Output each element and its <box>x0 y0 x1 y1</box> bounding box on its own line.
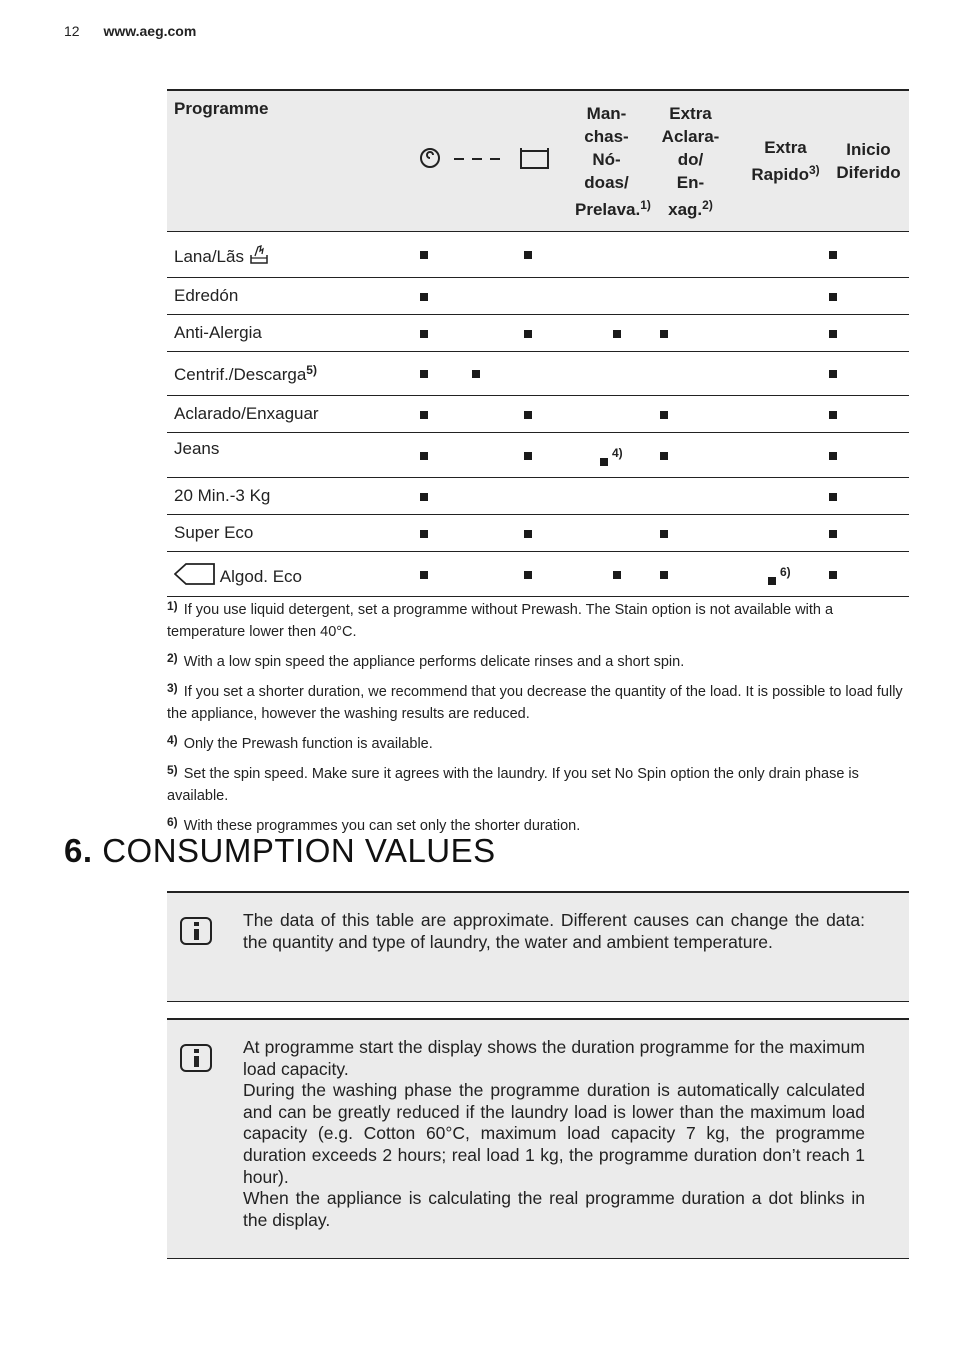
col-symbols <box>419 90 575 232</box>
table-row <box>167 552 909 597</box>
footnote-ref: 6) <box>780 564 791 579</box>
mark-cell <box>638 396 743 433</box>
option-mark <box>420 293 428 301</box>
mark-cell <box>471 278 523 315</box>
mark-cell <box>828 552 909 597</box>
option-mark <box>829 330 837 338</box>
col-extra-rinse <box>638 90 743 232</box>
mark-cell <box>575 278 638 315</box>
mark-cell <box>743 478 828 515</box>
mark-cell <box>638 552 743 597</box>
footnote-text: With these programmes you can set only the shorter duration. <box>183 818 581 834</box>
mark-cell <box>575 396 638 433</box>
footnote-ref: 5) <box>306 362 317 377</box>
rinse-hold-icon <box>454 158 500 160</box>
option-mark <box>613 330 621 338</box>
mark-cell <box>638 278 743 315</box>
mark-cell <box>419 278 471 315</box>
option-mark <box>420 251 428 259</box>
mark-cell <box>471 478 523 515</box>
programme-name: Anti-Alergia <box>167 315 419 352</box>
mark-cell <box>743 515 828 552</box>
footnote <box>167 729 909 755</box>
mark-cell <box>575 552 638 597</box>
footnote-marker: 2) <box>167 651 178 665</box>
mark-cell <box>828 433 909 478</box>
option-mark <box>829 293 837 301</box>
option-mark <box>829 251 837 259</box>
mark-cell <box>523 315 575 352</box>
mark-cell <box>523 433 575 478</box>
footnote-marker: 3) <box>167 681 178 695</box>
option-mark <box>660 530 668 538</box>
extra-rinse-line-3: do/ <box>677 149 704 169</box>
stains-line-3: Nó- <box>592 149 621 169</box>
programme-name: Centrif./Descarga <box>174 364 307 384</box>
option-mark <box>829 493 837 501</box>
info-paragraph: During the washing phase the programme duration is automatically calculated and can be greatly reduced if the laundry load is lower than the maximum load capacity (e.g. Cotton 60°C, maximum load capacity 7 kg, the programme duration exceeds 2 hours; real load 1 kg, the programme duration don’t reach 1 hour). <box>243 1080 865 1187</box>
mark-cell <box>575 232 638 278</box>
stains-line-2: chas- <box>584 126 629 146</box>
stains-line-4: doas/ <box>584 172 629 192</box>
extra-rinse-line-4: En- <box>676 172 705 192</box>
footnote-text: Only the Prewash function is available. <box>183 736 433 752</box>
option-mark <box>524 452 532 460</box>
spin-icon <box>421 149 439 167</box>
option-mark <box>829 571 837 579</box>
mark-cell <box>419 478 471 515</box>
mark-cell <box>638 315 743 352</box>
option-mark <box>524 411 532 419</box>
mark-cell <box>743 433 828 478</box>
extra-rinse-line-1: Extra <box>669 103 712 123</box>
footnote-ref: 3) <box>808 163 820 177</box>
col-extra-fast <box>743 90 828 232</box>
mark-cell <box>471 552 523 597</box>
option-mark <box>768 577 776 585</box>
mark-cell <box>575 478 638 515</box>
option-mark <box>524 330 532 338</box>
footnote-marker: 4) <box>167 733 178 747</box>
programme-name: Algod. Eco <box>219 566 303 586</box>
section-title: CONSUMPTION VALUES <box>102 832 496 869</box>
page-number: 12 <box>64 23 80 39</box>
footnote-ref: 1) <box>640 197 651 212</box>
mark-cell <box>471 396 523 433</box>
info-icon <box>180 917 212 945</box>
page-header <box>64 23 196 39</box>
programme-cell <box>167 352 419 396</box>
mark-cell <box>828 515 909 552</box>
stains-line-5: Prelava. <box>575 199 641 219</box>
mark-cell <box>575 433 638 478</box>
mark-cell <box>523 232 575 278</box>
info-box-text <box>243 1037 865 1231</box>
table-header-row <box>167 90 909 232</box>
mark-cell <box>828 278 909 315</box>
mark-cell <box>743 552 828 597</box>
option-mark <box>600 458 608 466</box>
mark-cell <box>638 478 743 515</box>
section-number: 6. <box>64 832 93 869</box>
mark-cell <box>575 315 638 352</box>
handwash-icon <box>249 243 269 265</box>
mark-cell <box>638 433 743 478</box>
mark-cell <box>471 352 523 396</box>
col-delay-start <box>828 90 909 232</box>
option-mark <box>660 452 668 460</box>
info-paragraph: When the appliance is calculating the real programme duration a dot blinks in the display. <box>243 1188 865 1230</box>
website-link[interactable]: www.aeg.com <box>103 23 197 39</box>
option-mark <box>420 411 428 419</box>
programme-name: Aclarado/Enxaguar <box>167 396 419 433</box>
option-mark <box>524 251 532 259</box>
footnote-marker: 6) <box>167 815 178 829</box>
mark-cell <box>523 552 575 597</box>
table-row <box>167 478 909 515</box>
footnote <box>167 759 909 807</box>
option-mark <box>420 571 428 579</box>
table-row <box>167 433 909 478</box>
mark-cell <box>523 278 575 315</box>
footnotes <box>167 595 909 841</box>
info-paragraph: At programme start the display shows the duration programme for the maximum load capacity. <box>243 1037 865 1079</box>
programme-name: Edredón <box>167 278 419 315</box>
mark-cell <box>828 232 909 278</box>
mark-cell <box>471 232 523 278</box>
tub-icon <box>521 148 548 168</box>
mark-cell <box>828 396 909 433</box>
option-mark <box>420 530 428 538</box>
spin-rinse-drain-icons <box>419 143 554 173</box>
programme-cell <box>167 552 419 597</box>
info-box <box>167 1018 909 1259</box>
footnote <box>167 595 909 643</box>
footnote <box>167 677 909 725</box>
info-box-text <box>243 910 865 953</box>
mark-cell <box>638 515 743 552</box>
option-mark <box>472 370 480 378</box>
mark-cell <box>419 515 471 552</box>
mark-cell <box>638 232 743 278</box>
mark-cell <box>828 315 909 352</box>
mark-cell <box>419 433 471 478</box>
mark-cell <box>419 352 471 396</box>
option-mark <box>829 530 837 538</box>
option-mark <box>524 530 532 538</box>
delay-start-line-1: Inicio <box>846 140 891 159</box>
footnote-text: Set the spin speed. Make sure it agrees with the laundry. If you set No Spin option the only drain phase is available. <box>167 766 859 804</box>
options-table <box>167 89 909 597</box>
extra-rinse-line-5: xag. <box>668 199 703 219</box>
footnote-ref: 4) <box>612 445 623 460</box>
mark-cell <box>743 396 828 433</box>
table-row <box>167 232 909 278</box>
mark-cell <box>828 352 909 396</box>
footnote-text: If you use liquid detergent, set a programme without Prewash. The Stain option is not available with a temperature lower then 40°C. <box>167 602 834 640</box>
footnote-ref: 2) <box>702 197 713 212</box>
extra-rinse-line-2: Aclara- <box>661 126 720 146</box>
extra-fast-line-2: Rapido <box>751 165 809 184</box>
stains-line-1: Man- <box>586 103 627 123</box>
option-mark <box>420 493 428 501</box>
mark-cell <box>523 352 575 396</box>
footnote <box>167 647 909 673</box>
option-mark <box>524 571 532 579</box>
option-mark <box>829 411 837 419</box>
mark-cell <box>743 352 828 396</box>
mark-cell <box>743 232 828 278</box>
mark-cell <box>638 352 743 396</box>
programme-cell <box>167 232 419 278</box>
option-mark <box>420 452 428 460</box>
footnote-text: If you set a shorter duration, we recommend that you decrease the quantity of the load. It is possible to load fully the appliance, however the washing results are reduced. <box>167 684 903 722</box>
mark-cell <box>419 552 471 597</box>
table-row <box>167 352 909 396</box>
col-stains-prewash <box>575 90 651 232</box>
table-row <box>167 396 909 433</box>
mark-cell <box>575 352 638 396</box>
mark-cell <box>523 515 575 552</box>
mark-cell <box>828 478 909 515</box>
option-mark <box>420 370 428 378</box>
mark-cell <box>471 515 523 552</box>
footnote-marker: 5) <box>167 763 178 777</box>
col-programme: Programme <box>167 90 419 232</box>
table-row <box>167 315 909 352</box>
section-heading <box>64 832 496 870</box>
table-row <box>167 515 909 552</box>
delay-start-line-2: Diferido <box>836 163 901 182</box>
mark-cell <box>471 433 523 478</box>
option-mark <box>420 330 428 338</box>
programme-name: Super Eco <box>167 515 419 552</box>
option-mark <box>613 571 621 579</box>
mark-cell <box>523 478 575 515</box>
footnote-marker: 1) <box>167 599 178 613</box>
mark-cell <box>471 315 523 352</box>
info-icon <box>180 1044 212 1072</box>
mark-cell <box>419 232 471 278</box>
mark-cell <box>523 396 575 433</box>
mark-cell <box>575 515 638 552</box>
mark-cell <box>743 315 828 352</box>
option-mark <box>829 452 837 460</box>
info-box <box>167 891 909 1002</box>
option-mark <box>829 370 837 378</box>
footnote-text: With a low spin speed the appliance performs delicate rinses and a short spin. <box>183 654 685 670</box>
table-row <box>167 278 909 315</box>
programme-name: Jeans <box>167 433 419 478</box>
mark-cell <box>743 278 828 315</box>
mark-cell <box>419 315 471 352</box>
eco-label-icon <box>174 562 216 586</box>
option-mark <box>660 330 668 338</box>
info-paragraph: The data of this table are approximate. Different causes can change the data: the quantity and type of laundry, the water and ambient temperature. <box>243 910 865 952</box>
extra-fast-line-1: Extra <box>764 138 807 157</box>
option-mark <box>660 411 668 419</box>
programme-name: Lana/Lãs <box>174 246 244 266</box>
option-mark <box>660 571 668 579</box>
programme-name: 20 Min.-3 Kg <box>167 478 419 515</box>
mark-cell <box>419 396 471 433</box>
